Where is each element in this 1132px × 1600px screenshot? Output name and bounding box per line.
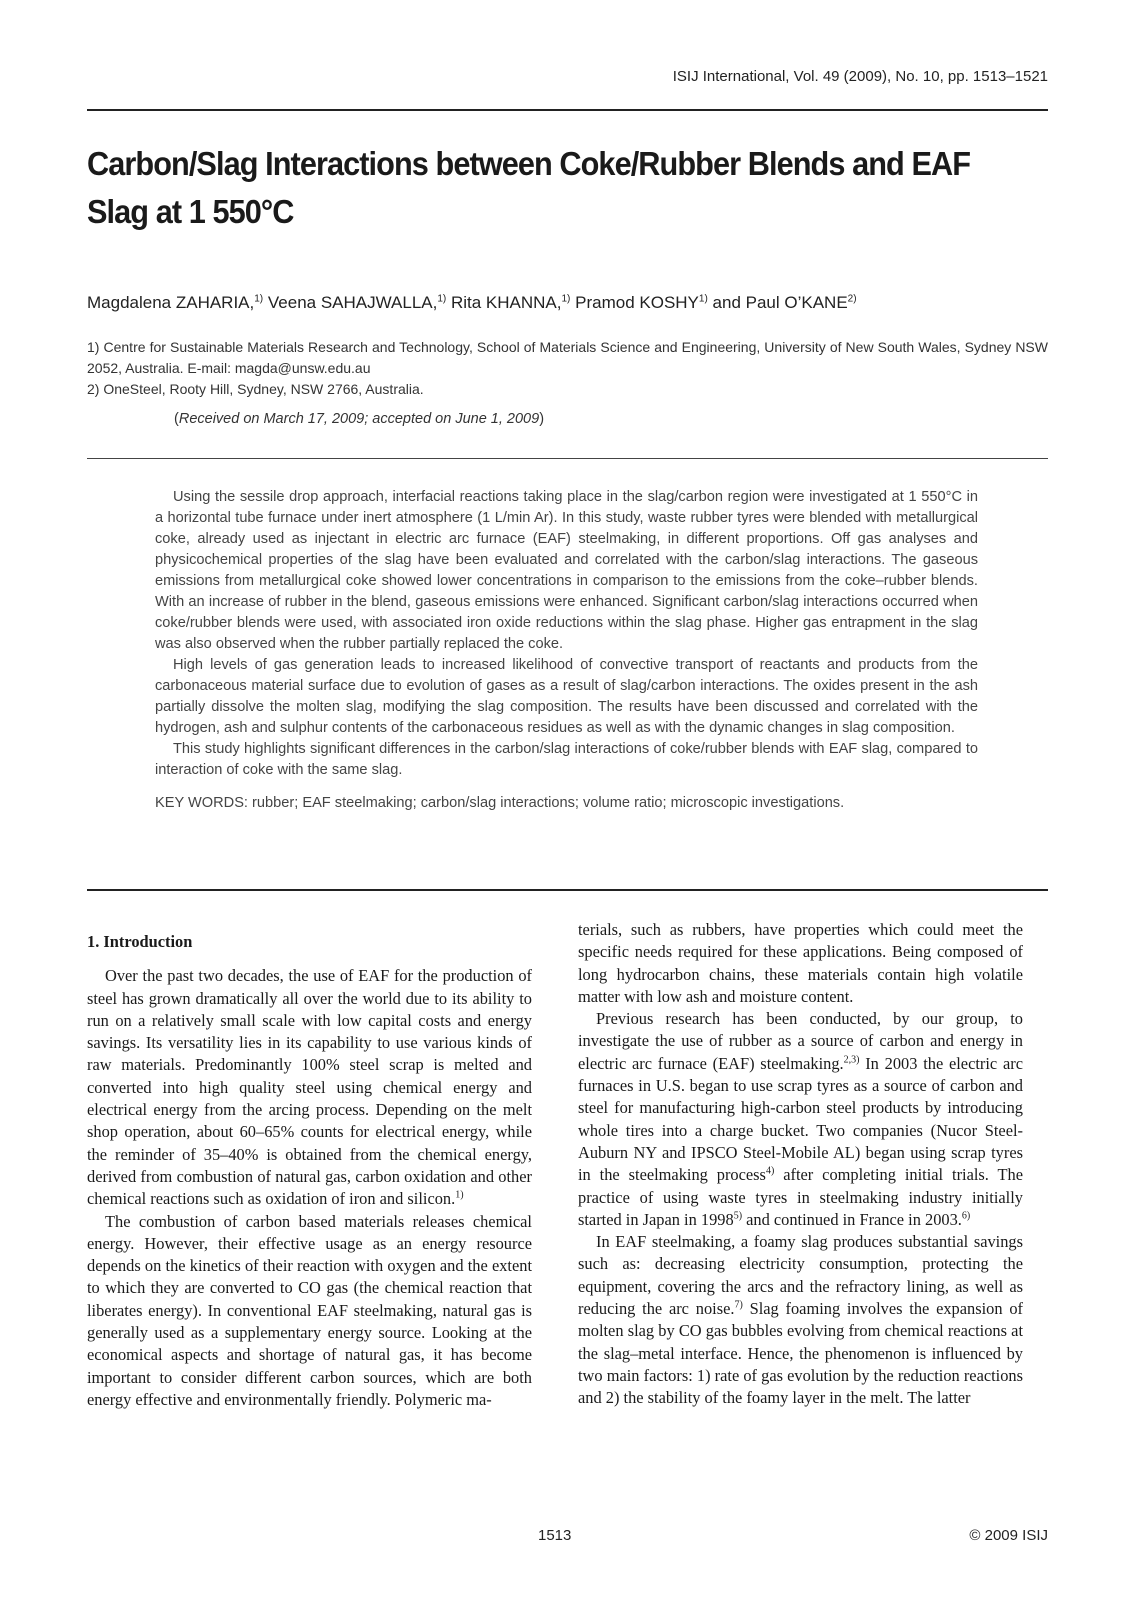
paragraph-text: In EAF steelmaking, a foamy slag produces substantial savings such as: decreasing electricity consumption, protecting the equipment, covering the arcs and the refractory lining, as well as reducing the arc noise. bbox=[578, 1232, 1023, 1319]
author-affiliation-mark: 1) bbox=[561, 293, 571, 305]
header-rule bbox=[87, 109, 1048, 111]
abstract-paragraph: High levels of gas generation leads to increased likelihood of convective transport of reactants and products from the carbonaceous material surface due to evolution of gases as a result of slag/carbon interactions. The oxides present in the ash partially dissolve the molten slag, modifying the slag composition. The results have been discussed and correlated with the hydrogen, ash and sulphur contents of the carbonaceous residues as well as with the dynamic changes in slag composition. bbox=[155, 657, 978, 736]
abstract-top-rule bbox=[87, 458, 1048, 459]
author-affiliation-mark: 2) bbox=[847, 293, 857, 305]
author-name: Pramod KOSHY bbox=[570, 293, 699, 312]
page-number: 1513 bbox=[538, 1527, 572, 1544]
paragraph-text: Previous research has been conducted, by our group, to investigate the use of rubber as a source of carbon and energy in electric arc furnace (EAF) steelmaking. bbox=[578, 1009, 1023, 1073]
paragraph-text: In 2003 the electric arc furnaces in U.S. began to use scrap tyres as a source of carbon and steel for manufacturing high-carbon steel products by introducing whole tires into a charge bucket. Two companies (Nucor Steel-Auburn NY and IPSCO Steel-Mobile AL) began using scrap tyres in the steelmaking process bbox=[578, 1053, 1023, 1185]
body-paragraph bbox=[87, 965, 532, 1210]
paragraph-text: Over the past two decades, the use of EAF for the production of steel has grown dramatically all over the world due to its ability to run on a relatively small scale with low capital costs and energy savings. Its versatility lies in its capability to use various kinds of raw materials. Predominantly 100% steel scrap is melted and converted into high quality steel using chemical energy and electrical energy from the arcing process. Depending on the melt shop operation, about 60–65% counts for electrical energy, while the reminder of 35–40% is obtained from the chemical energy, derived from combustion of natural gas, carbon oxidation and other chemical reactions such as oxidation of iron and silicon. bbox=[87, 966, 532, 1209]
received-text: Received on March 17, 2009; accepted on June 1, 2009 bbox=[178, 411, 540, 427]
paragraph-text: The combustion of carbon based materials releases chemical energy. However, their effective usage as an energy resource depends on the kinetics of their reaction with oxygen and the extent to which they are converted to CO gas (the chemical reaction that liberates energy). In conventional EAF steelmaking, natural gas is generally used as a supplementary energy source. Looking at the economical aspects and shortage of natural gas, it has become important to consider different carbon sources, which are both energy effective and environmentally friendly. Polymeric ma- bbox=[87, 1211, 532, 1409]
paragraph-text: after completing initial trials. The practice of using waste tyres in steelmaking industry initially started in Japan in 1998 bbox=[578, 1165, 1023, 1229]
body-paragraph-continued: terials, such as rubbers, have properties which could meet the specific needs required for these applications. Being composed of long hydrocarbon chains, these materials contain high volatile matter with low ash and moisture content. bbox=[578, 920, 1023, 1006]
article-title: Carbon/Slag Interactions between Coke/Rubber Blends and EAF Slag at 1 550°C bbox=[87, 145, 971, 230]
author-name: Magdalena ZAHARIA, bbox=[87, 293, 255, 312]
affiliation-1: 1) Centre for Sustainable Materials Research and Technology, School of Materials Science and Engineering, University of New South Wales, Sydney NSW 2052, Australia. E-mail: magda@unsw.edu.au bbox=[87, 339, 1048, 376]
reference-mark: 6) bbox=[961, 1210, 971, 1222]
author-name: Rita KHANNA, bbox=[446, 293, 562, 312]
reference-mark: 7) bbox=[734, 1299, 743, 1311]
journal-reference: ISIJ International, Vol. 49 (2009), No. 10, pp. 1513–1521 bbox=[672, 68, 1048, 85]
body-paragraph bbox=[578, 1008, 1023, 1231]
abstract bbox=[155, 487, 978, 814]
author-name: and Paul O’KANE bbox=[707, 293, 848, 312]
reference-mark: 5) bbox=[733, 1210, 743, 1222]
reference-mark: 2,3) bbox=[843, 1054, 860, 1066]
reference-mark: 1) bbox=[455, 1189, 464, 1201]
body-paragraph bbox=[87, 1211, 532, 1412]
author-name: Veena SAHAJWALLA, bbox=[263, 293, 438, 312]
body-column-left bbox=[87, 931, 532, 1411]
keywords: KEY WORDS: rubber; EAF steelmaking; carbon/slag interactions; volume ratio; microscopic investigations. bbox=[155, 795, 845, 811]
abstract-bottom-rule bbox=[87, 889, 1048, 891]
author-affiliation-mark: 1) bbox=[437, 293, 447, 305]
abstract-paragraph: This study highlights significant differences in the carbon/slag interactions of coke/rubber blends with EAF slag, compared to interaction of coke with the same slag. bbox=[155, 741, 978, 778]
paragraph-text: and continued in France in 2003. bbox=[742, 1209, 962, 1229]
affiliation-2: 2) OneSteel, Rooty Hill, Sydney, NSW 2766, Australia. bbox=[87, 381, 424, 397]
copyright-notice: © 2009 ISIJ bbox=[969, 1527, 1048, 1544]
author-affiliation-mark: 1) bbox=[254, 293, 264, 305]
abstract-paragraph: Using the sessile drop approach, interfacial reactions taking place in the slag/carbon region were investigated at 1 550°C in a horizontal tube furnace under inert atmosphere (1 L/min Ar). In this study, waste rubber tyres were blended with metallurgical coke, already used as injectant in electric arc furnace (EAF) steelmaking, in different proportions. Off gas analyses and physicochemical properties of the slag have been evaluated and correlated with the carbon/slag interactions. The gaseous emissions from metallurgical coke showed lower concentrations in comparison to the emissions from the coke–rubber blends. With an increase of rubber in the blend, gaseous emissions were enhanced. Significant carbon/slag interactions occurred when coke/rubber blends were used, with associated iron oxide reductions within the slag phase. Higher gas entrapment in the slag was also observed when the rubber partially replaced the coke. bbox=[155, 489, 978, 652]
body-paragraph bbox=[578, 1231, 1023, 1409]
paragraph-text: Slag foaming involves the expansion of molten slag by CO gas bubbles evolving from chemical reactions at the slag–metal interface. Hence, the phenomenon is influenced by two main factors: 1) rate of gas evolution by the reduction reactions and 2) the stability of the foamy layer in the melt. The latter bbox=[578, 1299, 1023, 1408]
author-list bbox=[87, 293, 857, 313]
reference-mark: 4) bbox=[765, 1165, 775, 1177]
affiliations bbox=[87, 337, 1048, 400]
section-heading: 1. Introduction bbox=[87, 932, 193, 951]
received-dates: (Received on March 17, 2009; accepted on June 1, 2009) bbox=[174, 411, 545, 427]
author-affiliation-mark: 1) bbox=[698, 293, 708, 305]
body-column-right bbox=[578, 919, 1023, 1410]
